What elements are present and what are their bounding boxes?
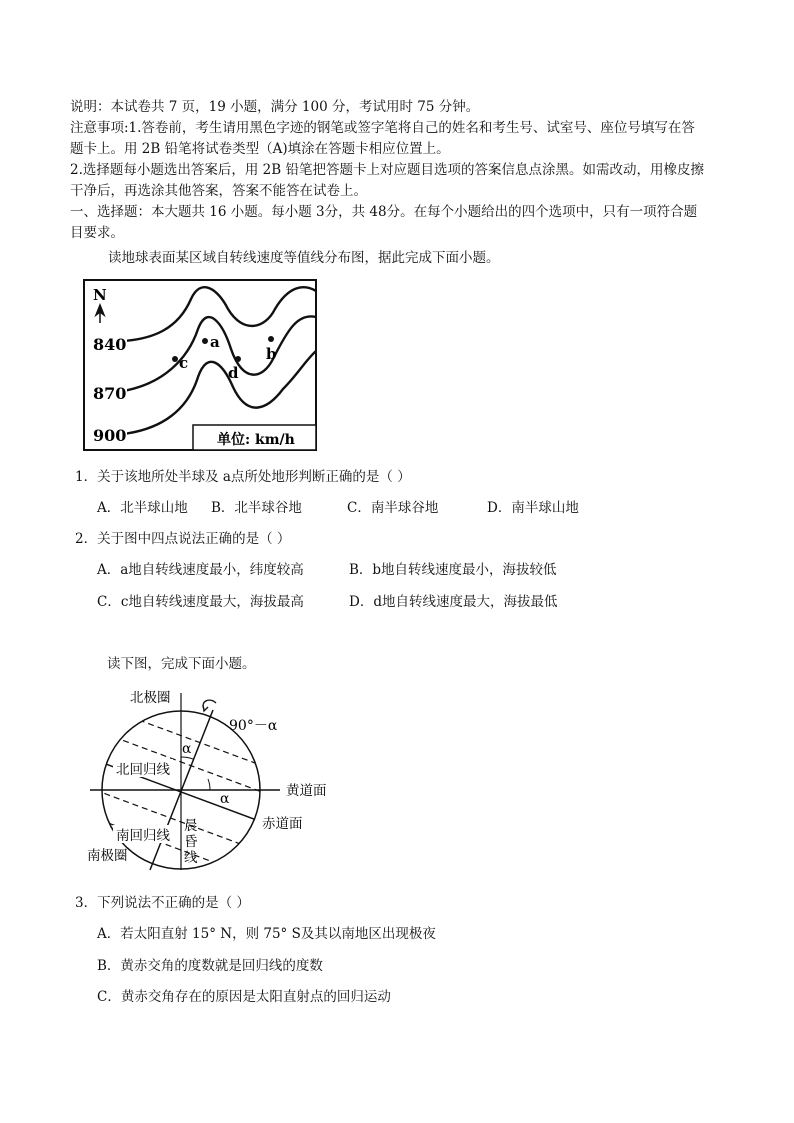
q1-option-a[interactable]: A．北半球山地 [97, 500, 188, 516]
alpha-label-side: α [220, 791, 230, 807]
q1-option-c[interactable]: C．南半球谷地 [347, 500, 439, 516]
equator-label: 赤道面 [262, 816, 303, 832]
notice-line-1: 注意事项:1.答卷前，考生请用黑色字迹的钢笔或签字笔将自己的姓名和考生号、试室号、座位号填写在答 [70, 120, 695, 136]
terminator-char-2: 昏 [184, 834, 198, 850]
antarctic-label: 南极圈 [87, 848, 128, 864]
q1-stem: 1．关于该地所处半球及 a点所处地形判断正确的是（ ） [75, 469, 411, 485]
q2-option-a[interactable]: A．a地自转线速度最小，纬度较高 [97, 562, 304, 578]
q3-option-a[interactable]: A．若太阳直射 15° N，则 75° S及其以南地区出现极夜 [97, 926, 436, 942]
point-c-marker [172, 356, 178, 362]
section-heading-cont: 目要求。 [70, 225, 124, 241]
north-label: N [93, 286, 107, 304]
q2-option-c[interactable]: C．c地自转线速度最大，海拔最高 [97, 594, 304, 610]
unit-label: 单位: km/h [217, 432, 295, 448]
tropic-cancer-label: 北回归线 [116, 762, 170, 778]
notice-line-2: 题卡上。用 2B 铅笔将试卷类型（A)填涂在答题卡相应位置上。 [70, 141, 450, 157]
q2-option-d[interactable]: D．d地自转线速度最大，海拔最低 [349, 594, 558, 610]
terminator-char-1: 晨 [184, 818, 198, 834]
q1-option-d[interactable]: D．南半球山地 [487, 500, 579, 516]
angle-arc-side [208, 779, 210, 790]
ecliptic-label: 黄道面 [286, 783, 327, 799]
isoline-label-840: 840 [93, 335, 127, 354]
tropic-capricorn-line [95, 790, 270, 855]
q3-option-c[interactable]: C．黄赤交角存在的原因是太阳直射点的回归运动 [97, 989, 391, 1005]
notice-line-4: 干净后，再选涂其他答案，答案不能答在试卷上。 [70, 183, 367, 199]
point-c-label: c [179, 354, 189, 372]
figure1-intro: 读地球表面某区域自转线速度等值线分布图，据此完成下面小题。 [108, 250, 500, 266]
point-d-label: d [228, 364, 239, 382]
angle-90-alpha-label: 90°－α [229, 718, 278, 734]
rotation-arrow-icon [203, 700, 216, 709]
q1-option-b[interactable]: B．北半球谷地 [211, 500, 302, 516]
point-d-marker [235, 356, 241, 362]
isoline-map [83, 279, 317, 451]
q2-option-b[interactable]: B．b地自转线速度最小，海拔较低 [349, 562, 557, 578]
alpha-label-top: α [182, 741, 192, 757]
isoline-label-870: 870 [93, 384, 127, 403]
isoline-label-900: 900 [93, 426, 127, 445]
terminator-char-3: 线 [184, 850, 198, 866]
figure2-intro: 读下图，完成下面小题。 [107, 656, 256, 672]
exam-instructions: 说明：本试卷共 7 页，19 小题，满分 100 分，考试用时 75 分钟。 [70, 99, 480, 115]
point-b-marker [268, 336, 274, 342]
q3-option-b[interactable]: B．黄赤交角的度数就是回归线的度数 [97, 958, 323, 974]
point-b-label: b [266, 345, 277, 363]
arctic-label: 北极圈 [130, 690, 171, 706]
section-heading: 一、选择题：本大题共 16 小题。每小题 3分，共 48分。在每个小题给出的四个选项中，只有一项符合题 [70, 204, 698, 220]
angle-arc-top [181, 757, 193, 759]
point-a-label: a [210, 333, 220, 351]
tropic-capricorn-label: 南回归线 [116, 828, 170, 844]
q2-stem: 2．关于图中四点说法正确的是（ ） [75, 531, 291, 547]
notice-line-3: 2.选择题每小题选出答案后，用 2B 铅笔把答题卡上对应题目选项的答案信息点涂黑。如需改动，用橡皮擦 [70, 162, 704, 178]
earth-tilt-diagram [80, 685, 340, 875]
q3-stem: 3．下列说法不正确的是（ ） [75, 895, 250, 911]
point-a-marker [202, 338, 208, 344]
